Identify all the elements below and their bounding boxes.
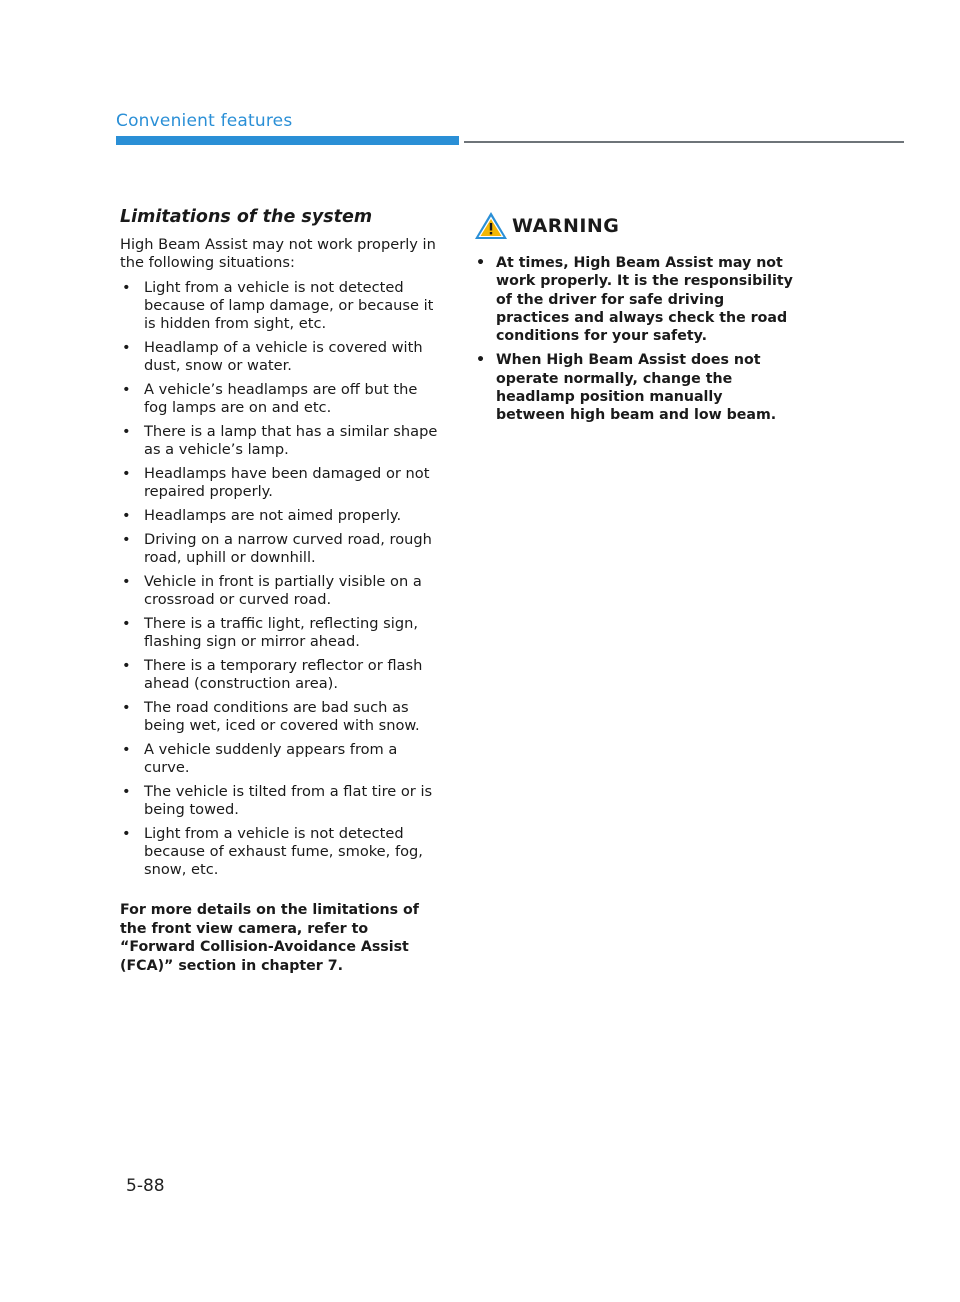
warning-box bbox=[474, 211, 796, 431]
warning-title: WARNING bbox=[512, 214, 620, 237]
list-item-text: Driving on a narrow curved road, rough road, uphill or downhill. bbox=[144, 531, 432, 566]
bullet-glyph: • bbox=[122, 507, 131, 524]
bullet-glyph: • bbox=[122, 699, 131, 716]
warning-header bbox=[474, 211, 796, 240]
list-item-text: A vehicle’s headlamps are off but the fog lamps are on and etc. bbox=[144, 381, 418, 416]
list-item bbox=[120, 381, 442, 417]
list-item-text: A vehicle suddenly appears from a curve. bbox=[144, 741, 398, 776]
warning-list bbox=[474, 254, 796, 425]
limitations-heading: Limitations of the system bbox=[120, 207, 373, 227]
list-item bbox=[120, 339, 442, 375]
list-item-text: When High Beam Assist does not operate normally, change the headlamp position manually between high beam and low beam. bbox=[496, 352, 777, 424]
list-item bbox=[120, 825, 442, 879]
list-item bbox=[120, 573, 442, 609]
list-item-text: There is a temporary reflector or flash ahead (construction area). bbox=[144, 657, 423, 692]
bullet-glyph: • bbox=[122, 465, 131, 482]
bullet-glyph: • bbox=[122, 381, 131, 398]
limitations-intro: High Beam Assist may not work properly in the following situations: bbox=[120, 236, 436, 271]
bullet-glyph: • bbox=[122, 531, 131, 548]
list-item-text: There is a traffic light, reflecting sign, flashing sign or mirror ahead. bbox=[144, 615, 418, 650]
header-divider-rule bbox=[464, 141, 904, 143]
list-item bbox=[120, 423, 442, 459]
bullet-glyph: • bbox=[122, 615, 131, 632]
list-item bbox=[120, 699, 442, 735]
bullet-glyph: • bbox=[122, 783, 131, 800]
list-item-text: The road conditions are bad such as being wet, iced or covered with snow. bbox=[144, 699, 420, 734]
limitations-section bbox=[120, 207, 442, 989]
section-title: Convenient features bbox=[116, 111, 293, 131]
bullet-glyph: • bbox=[122, 657, 131, 674]
list-item-text: There is a lamp that has a similar shape as a vehicle’s lamp. bbox=[144, 423, 438, 458]
list-item-text: Headlamps are not aimed properly. bbox=[144, 507, 402, 524]
list-item bbox=[120, 741, 442, 777]
header-accent-rule bbox=[116, 136, 459, 145]
bullet-glyph: • bbox=[122, 741, 131, 758]
list-item-text: Headlamps have been damaged or not repaired properly. bbox=[144, 465, 430, 500]
bullet-glyph: • bbox=[476, 352, 486, 369]
list-item-text: Vehicle in front is partially visible on a crossroad or curved road. bbox=[144, 573, 422, 608]
list-item bbox=[120, 507, 442, 525]
list-item bbox=[120, 657, 442, 693]
list-item-text: Light from a vehicle is not detected because of exhaust fume, smoke, fog, snow, etc. bbox=[144, 825, 423, 878]
list-item bbox=[474, 351, 796, 424]
list-item-text: The vehicle is tilted from a flat tire or is being towed. bbox=[144, 783, 433, 818]
list-item bbox=[120, 615, 442, 651]
list-item-text: Light from a vehicle is not detected because of lamp damage, or because it is hidden from sight, etc. bbox=[144, 279, 434, 332]
list-item-text: At times, High Beam Assist may not work properly. It is the responsibility of the driver for safe driving practices and always check the road conditions for your safety. bbox=[496, 255, 793, 345]
list-item bbox=[120, 465, 442, 501]
bullet-glyph: • bbox=[122, 279, 131, 296]
bullet-glyph: • bbox=[476, 255, 486, 271]
limitations-list bbox=[120, 279, 442, 879]
bullet-glyph: • bbox=[122, 339, 131, 356]
list-item bbox=[120, 783, 442, 819]
list-item bbox=[474, 254, 796, 345]
list-item bbox=[120, 279, 442, 333]
list-item bbox=[120, 531, 442, 567]
bullet-glyph: • bbox=[122, 825, 131, 842]
list-item-text: Headlamp of a vehicle is covered with dust, snow or water. bbox=[144, 339, 423, 374]
fca-reference-note: For more details on the limitations of the front view camera, refer to “Forward Collision-Avoidance Assist (FCA)” section in chapter 7. bbox=[120, 902, 419, 974]
bullet-glyph: • bbox=[122, 573, 131, 590]
bullet-glyph: • bbox=[122, 423, 131, 440]
warning-triangle-icon bbox=[474, 211, 508, 240]
page-number: 5-88 bbox=[126, 1176, 165, 1196]
